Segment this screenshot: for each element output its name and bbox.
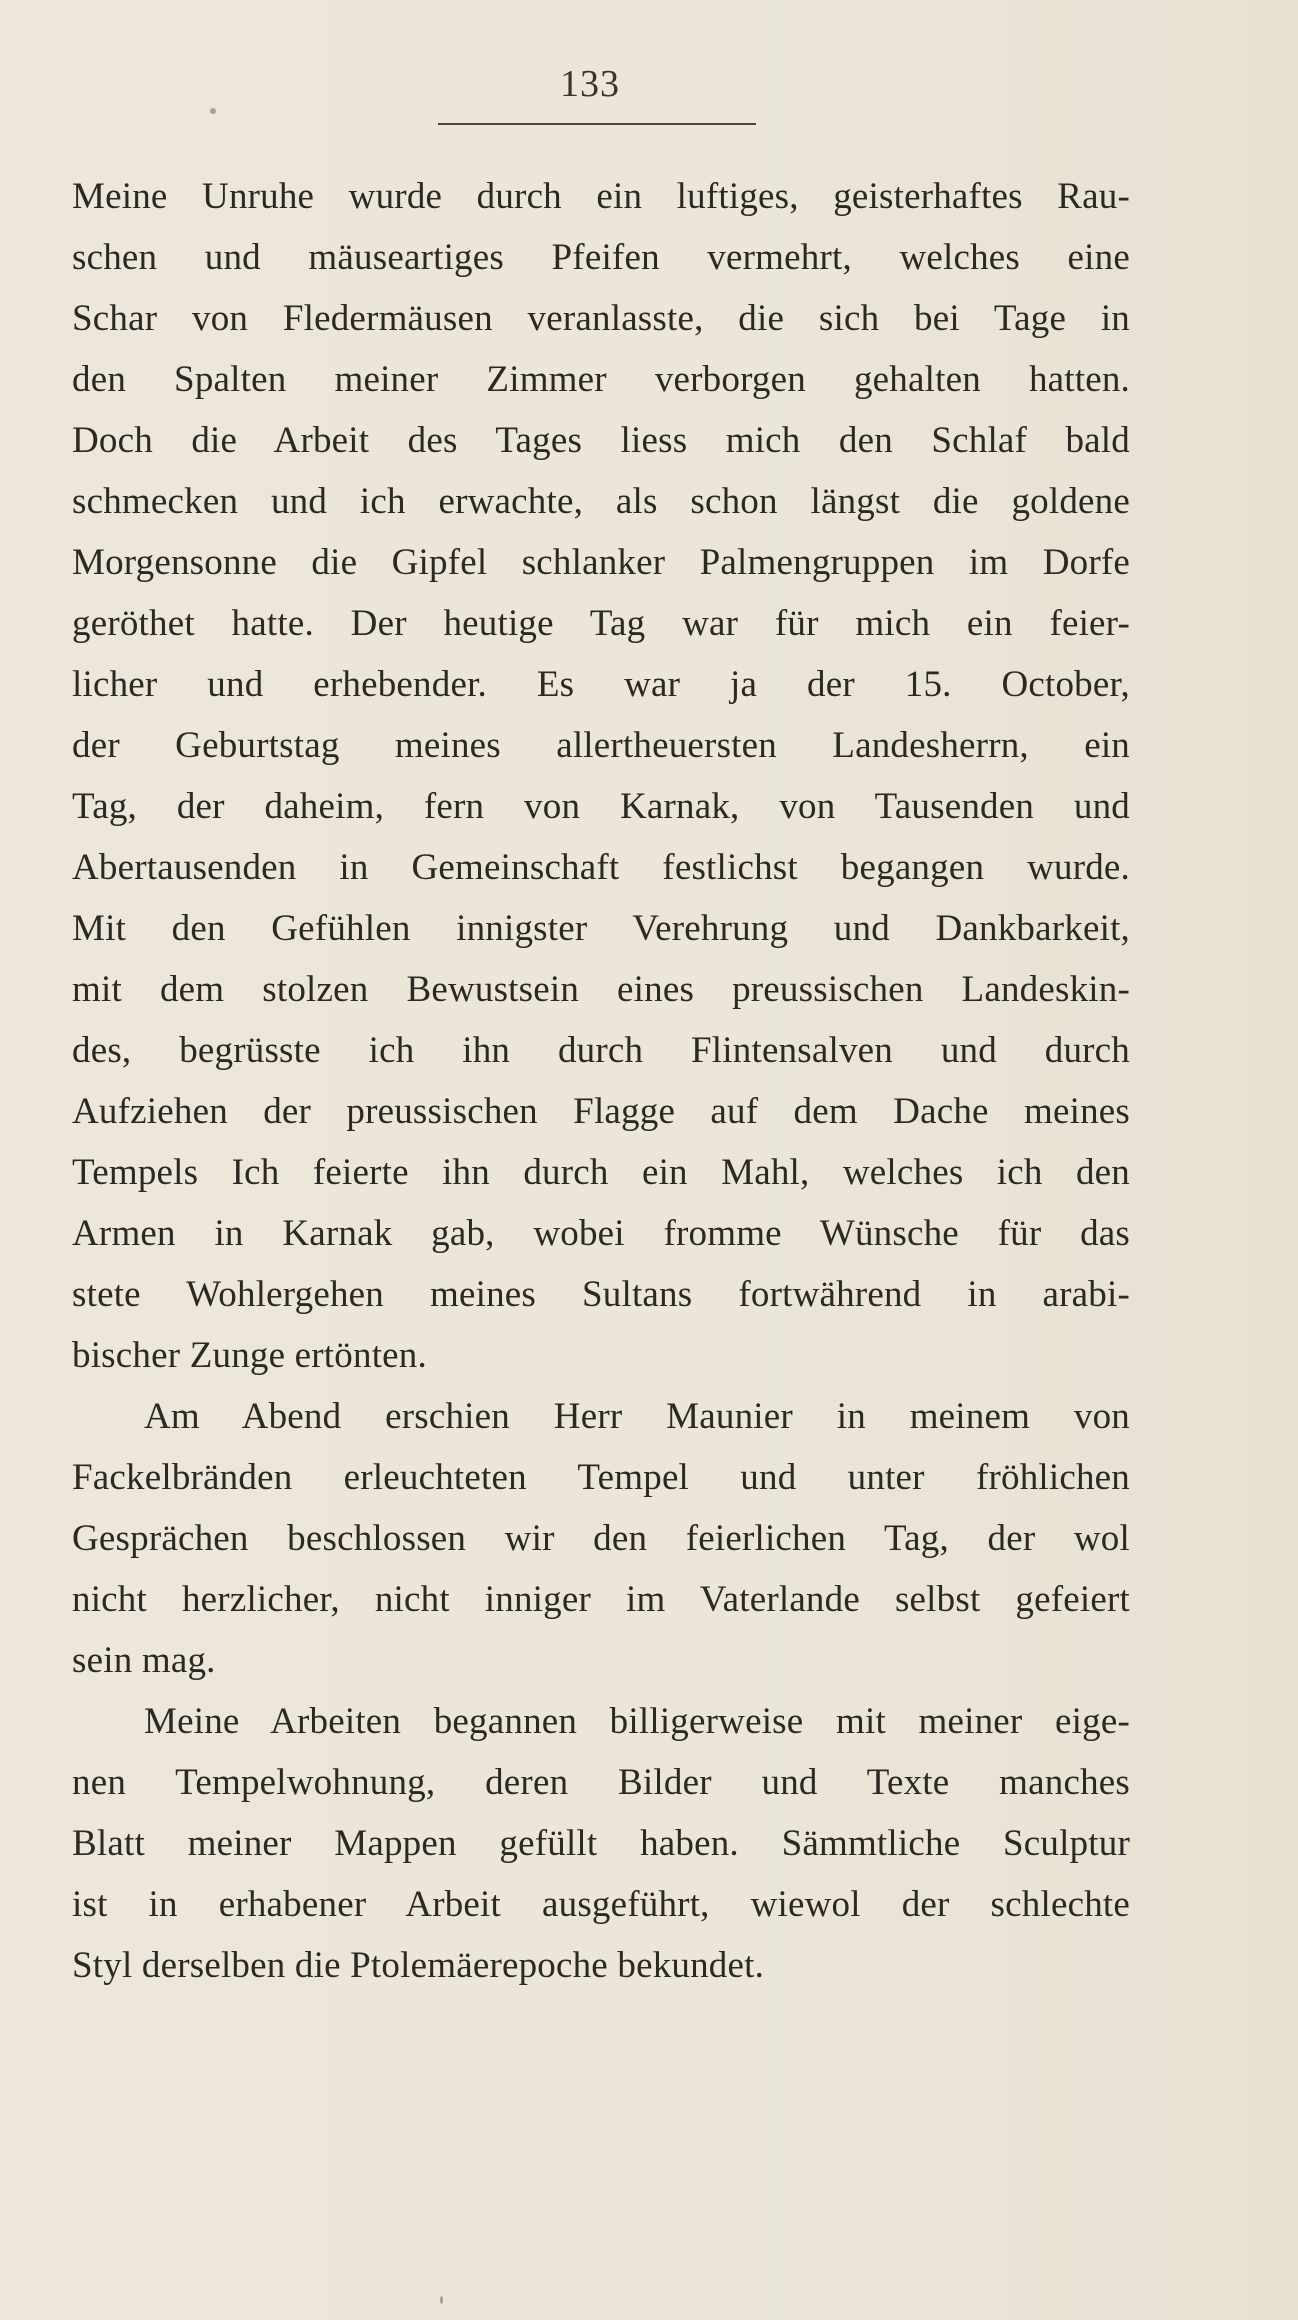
page-number: 133 bbox=[560, 63, 620, 105]
text-line: des, begrüsste ich ihn durch Flintensalven und durch bbox=[72, 1030, 1130, 1071]
text-line: Doch die Arbeit des Tages liess mich den Schlaf bald bbox=[72, 420, 1130, 461]
paragraph-end-line: sein mag. bbox=[72, 1640, 216, 1681]
text-line: Aufziehen der preussischen Flagge auf dem Dache meines bbox=[72, 1091, 1130, 1132]
ink-speck bbox=[440, 2296, 443, 2304]
text-line: Schar von Fledermäusen veranlasste, die sich bei Tage in bbox=[72, 298, 1130, 339]
text-line: Armen in Karnak gab, wobei fromme Wünsche für das bbox=[72, 1213, 1130, 1254]
paragraph-start-line: Meine Arbeiten begannen billigerweise mit meiner eige- bbox=[144, 1701, 1130, 1742]
body-text bbox=[72, 166, 1130, 1996]
text-line: Tag, der daheim, fern von Karnak, von Tausenden und bbox=[72, 786, 1130, 827]
text-line: Meine Unruhe wurde durch ein luftiges, geisterhaftes Rau- bbox=[72, 176, 1130, 217]
paragraph-end-line: bischer Zunge ertönten. bbox=[72, 1335, 427, 1376]
text-line: Abertausenden in Gemeinschaft festlichst begangen wurde. bbox=[72, 847, 1130, 888]
text-line: Fackelbränden erleuchteten Tempel und unter fröhlichen bbox=[72, 1457, 1130, 1498]
text-line: schen und mäuseartiges Pfeifen vermehrt, welches eine bbox=[72, 237, 1130, 278]
ink-speck bbox=[210, 108, 216, 114]
text-line: nen Tempelwohnung, deren Bilder und Texte manches bbox=[72, 1762, 1130, 1803]
text-line: Tempels Ich feierte ihn durch ein Mahl, welches ich den bbox=[72, 1152, 1130, 1193]
text-line: Morgensonne die Gipfel schlanker Palmengruppen im Dorfe bbox=[72, 542, 1130, 583]
text-line: ist in erhabener Arbeit ausgeführt, wiewol der schlechte bbox=[72, 1884, 1130, 1925]
header-rule bbox=[438, 123, 756, 125]
text-line: mit dem stolzen Bewustsein eines preussischen Landeskin- bbox=[72, 969, 1130, 1010]
text-line: Mit den Gefühlen innigster Verehrung und Dankbarkeit, bbox=[72, 908, 1130, 949]
text-line: schmecken und ich erwachte, als schon längst die goldene bbox=[72, 481, 1130, 522]
text-line: Gesprächen beschlossen wir den feierlichen Tag, der wol bbox=[72, 1518, 1130, 1559]
paragraph-start-line: Am Abend erschien Herr Maunier in meinem von bbox=[144, 1396, 1130, 1437]
text-line: den Spalten meiner Zimmer verborgen gehalten hatten. bbox=[72, 359, 1130, 400]
text-line: Blatt meiner Mappen gefüllt haben. Sämmtliche Sculptur bbox=[72, 1823, 1130, 1864]
text-line: geröthet hatte. Der heutige Tag war für mich ein feier- bbox=[72, 603, 1130, 644]
text-line: stete Wohlergehen meines Sultans fortwährend in arabi- bbox=[72, 1274, 1130, 1315]
text-line: der Geburtstag meines allertheuersten Landesherrn, ein bbox=[72, 725, 1130, 766]
paragraph-end-line: Styl derselben die Ptolemäerepoche bekundet. bbox=[72, 1945, 765, 1986]
text-line: nicht herzlicher, nicht inniger im Vaterlande selbst gefeiert bbox=[72, 1579, 1130, 1620]
text-line: licher und erhebender. Es war ja der 15. October, bbox=[72, 664, 1130, 705]
